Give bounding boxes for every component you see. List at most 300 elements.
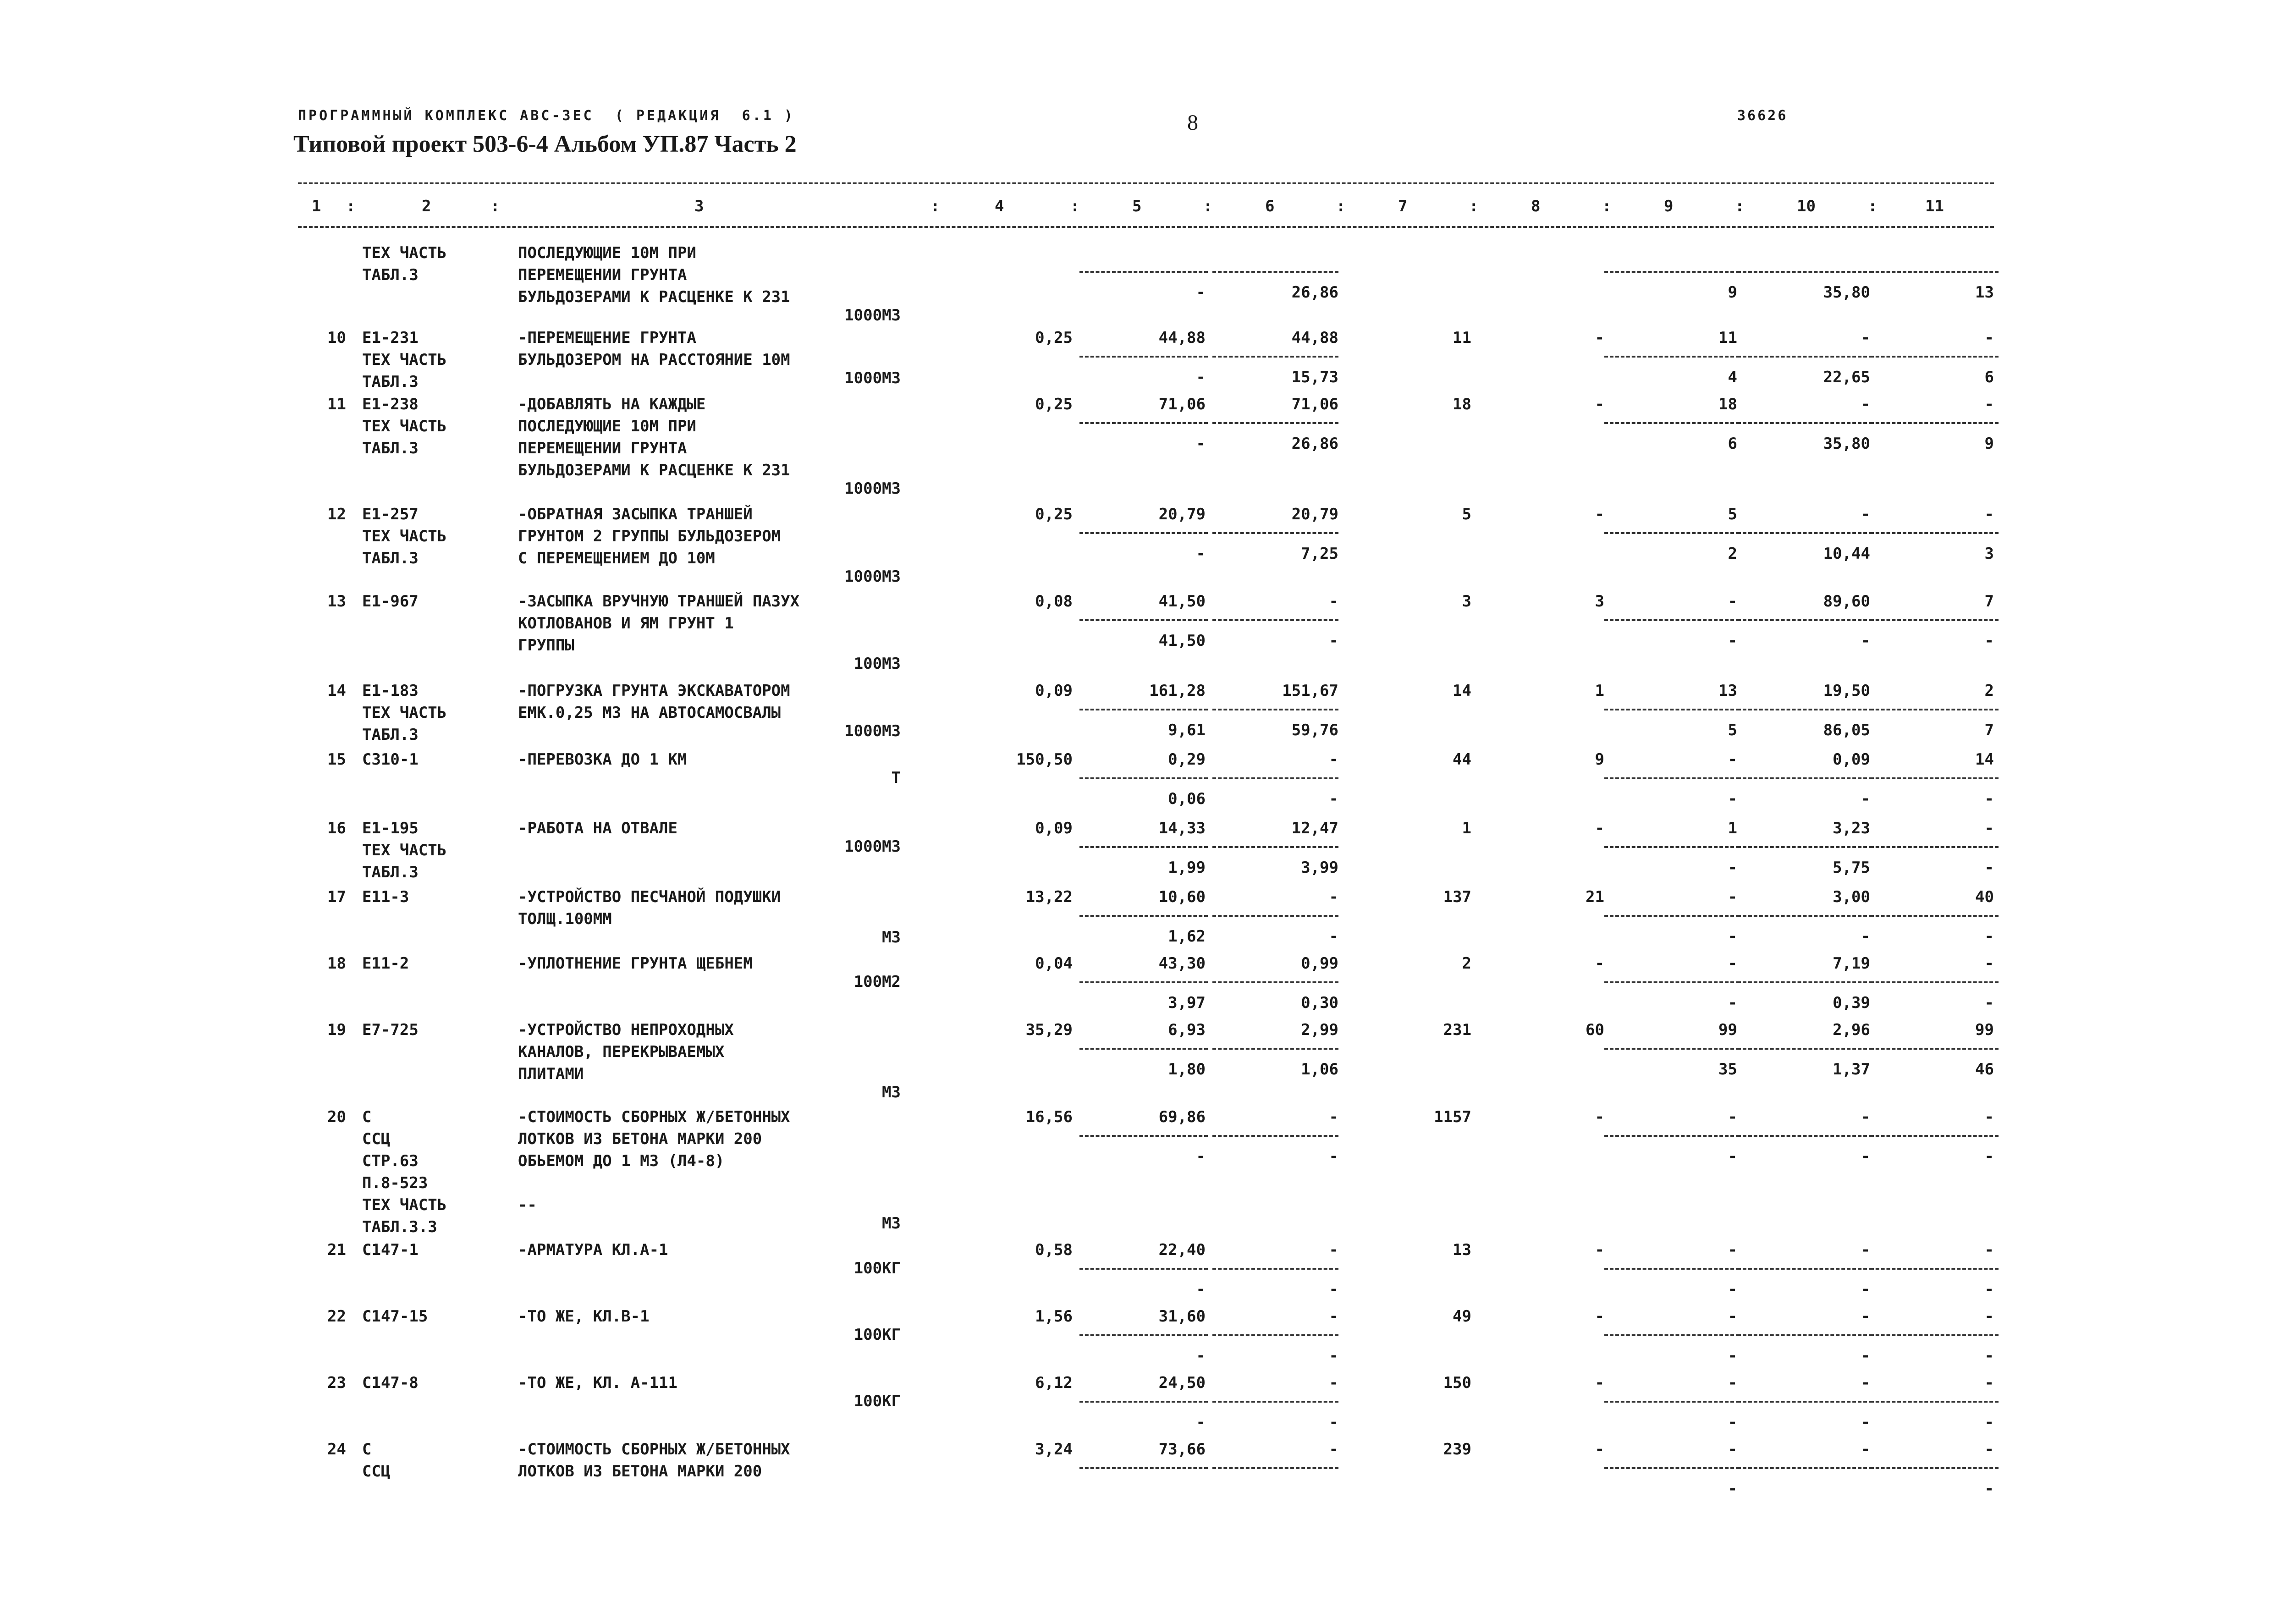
- cost-value: 31,60: [1158, 1307, 1206, 1326]
- resource-code: ТЕХ ЧАСТЬ: [362, 704, 447, 722]
- row-number: 24: [327, 1440, 346, 1459]
- cost-value: -: [1595, 819, 1604, 837]
- unit-of-measure: М3: [882, 1214, 901, 1233]
- work-description: ЕМК.0,25 М3 НА АВТОСАМОСВАЛЫ: [518, 704, 781, 722]
- cost-value: -: [1861, 632, 1870, 650]
- cell-divider: [1737, 619, 1872, 621]
- cost-value: 20,79: [1158, 505, 1206, 523]
- quantity-value: 0,08: [1035, 592, 1073, 611]
- cost-value: -: [1329, 1347, 1338, 1365]
- cost-value: 3: [1462, 592, 1471, 611]
- cost-value: 2,96: [1833, 1021, 1870, 1039]
- work-description: ОБЬЕМОМ ДО 1 М3 (Л4-8): [518, 1152, 725, 1170]
- cell-divider: [1079, 981, 1208, 983]
- resource-code: С310-1: [362, 750, 418, 769]
- cost-value: 7: [1984, 721, 1994, 739]
- cell-divider: [1737, 846, 1872, 848]
- cost-value: -: [1329, 1307, 1338, 1326]
- work-description: -ЗАСЫПКА ВРУЧНУЮ ТРАНШЕЙ ПАЗУХ: [518, 592, 800, 611]
- unit-of-measure: М3: [882, 928, 901, 947]
- cost-value: 2,99: [1301, 1021, 1338, 1039]
- cell-divider: [1870, 1135, 1999, 1137]
- unit-of-measure: Т: [891, 769, 901, 787]
- cost-value: 15,73: [1291, 368, 1338, 386]
- cost-value: -: [1984, 1280, 1994, 1299]
- cell-divider: [1870, 356, 1999, 358]
- cell-divider: [1604, 915, 1740, 917]
- work-description: -ПОГРУЗКА ГРУНТА ЭКСКАВАТОРОМ: [518, 682, 790, 700]
- column-header: 10: [1797, 197, 1816, 215]
- cost-value: -: [1984, 1147, 1994, 1166]
- work-description: БУЛЬДОЗЕРОМ НА РАССТОЯНИЕ 10М: [518, 351, 790, 369]
- cost-value: -: [1728, 1307, 1737, 1326]
- cost-value: -: [1329, 1413, 1338, 1431]
- cost-value: -: [1728, 592, 1737, 611]
- cost-value: -: [1196, 283, 1206, 302]
- column-header: 7: [1398, 197, 1408, 215]
- cost-value: -: [1861, 1108, 1870, 1126]
- unit-of-measure: 1000М3: [844, 837, 901, 856]
- cell-divider: [1737, 981, 1872, 983]
- cost-value: -: [1984, 1374, 1994, 1392]
- cost-value: -: [1984, 395, 1994, 413]
- resource-code: ТЕХ ЧАСТЬ: [362, 1196, 447, 1214]
- cost-value: -: [1861, 1440, 1870, 1459]
- row-number: 23: [327, 1374, 346, 1392]
- cell-divider: [1870, 619, 1999, 621]
- cost-value: -: [1196, 1147, 1206, 1166]
- cell-divider: [1737, 1135, 1872, 1137]
- cost-value: -: [1329, 1241, 1338, 1259]
- project-title: Типовой проект 503-6-4 Альбом УП.87 Часть 2: [293, 131, 797, 157]
- resource-code: С147-1: [362, 1241, 418, 1259]
- resource-code: ТЕХ ЧАСТЬ: [362, 841, 447, 859]
- cost-value: 3,23: [1833, 819, 1870, 837]
- cost-value: -: [1728, 632, 1737, 650]
- cell-divider: [1737, 1467, 1872, 1469]
- cost-value: 18: [1453, 395, 1471, 413]
- cost-value: -: [1728, 1147, 1737, 1166]
- cost-value: -: [1595, 1241, 1604, 1259]
- cost-value: 13: [1718, 682, 1737, 700]
- cost-value: 0,06: [1168, 790, 1206, 808]
- cost-value: 71,06: [1158, 395, 1206, 413]
- cost-value: -: [1861, 790, 1870, 808]
- cost-value: 35,80: [1823, 435, 1870, 453]
- cell-divider: [1870, 271, 1999, 273]
- cost-value: -: [1861, 1147, 1870, 1166]
- quantity-value: 13,22: [1025, 888, 1073, 906]
- cell-divider: [1604, 846, 1740, 848]
- cost-value: -: [1984, 505, 1994, 523]
- work-description: ПЛИТАМИ: [518, 1065, 584, 1083]
- cost-value: 41,50: [1158, 592, 1206, 611]
- cost-value: -: [1196, 1413, 1206, 1431]
- unit-of-measure: 100КГ: [853, 1326, 901, 1344]
- work-description: -УСТРОЙСТВО НЕПРОХОДНЫХ: [518, 1021, 734, 1039]
- cell-divider: [1870, 1334, 1999, 1336]
- cost-value: -: [1984, 1347, 1994, 1365]
- cost-value: -: [1728, 1108, 1737, 1126]
- cost-value: -: [1984, 1241, 1994, 1259]
- resource-code: ТЕХ ЧАСТЬ: [362, 244, 447, 262]
- cost-value: -: [1984, 1413, 1994, 1431]
- cost-value: -: [1728, 888, 1737, 906]
- cost-value: 44: [1453, 750, 1471, 769]
- cost-value: -: [1728, 1413, 1737, 1431]
- cost-value: 3: [1984, 545, 1994, 563]
- cost-value: -: [1861, 505, 1870, 523]
- cost-value: -: [1595, 1440, 1604, 1459]
- row-number: 17: [327, 888, 346, 906]
- cost-value: -: [1329, 1440, 1338, 1459]
- cell-divider: [1079, 1048, 1208, 1050]
- cost-value: -: [1984, 994, 1994, 1012]
- cost-value: 22,40: [1158, 1241, 1206, 1259]
- cell-divider: [1079, 532, 1208, 534]
- cost-value: -: [1595, 505, 1604, 523]
- cost-value: -: [1984, 329, 1994, 347]
- cell-divider: [1870, 1048, 1999, 1050]
- cost-value: -: [1984, 632, 1994, 650]
- cost-value: 59,76: [1291, 721, 1338, 739]
- resource-code: С: [362, 1108, 372, 1126]
- row-number: 15: [327, 750, 346, 769]
- cell-divider: [1604, 271, 1740, 273]
- row-number: 21: [327, 1241, 346, 1259]
- work-description: -ДОБАВЛЯТЬ НА КАЖДЫЕ: [518, 395, 706, 413]
- resource-code: Е1-195: [362, 819, 418, 837]
- cost-value: -: [1984, 1108, 1994, 1126]
- table-top-rule: [298, 182, 1994, 184]
- cost-value: -: [1728, 1241, 1737, 1259]
- cell-divider: [1079, 846, 1208, 848]
- cell-divider: [1212, 846, 1338, 848]
- cost-value: 35,80: [1823, 283, 1870, 302]
- cell-divider: [1737, 422, 1872, 424]
- work-description: -ТО ЖЕ, КЛ.В-1: [518, 1307, 650, 1326]
- cost-value: 10,60: [1158, 888, 1206, 906]
- resource-code: ТАБЛ.3: [362, 726, 418, 744]
- cost-value: -: [1329, 888, 1338, 906]
- cost-value: 1,06: [1301, 1060, 1338, 1079]
- table-header-rule: [298, 226, 1994, 228]
- cost-value: 7: [1984, 592, 1994, 611]
- cost-value: 60: [1586, 1021, 1604, 1039]
- cost-value: 5: [1728, 721, 1737, 739]
- column-header: 5: [1132, 197, 1142, 215]
- work-description: БУЛЬДОЗЕРАМИ К РАСЦЕНКЕ К 231: [518, 461, 790, 479]
- cost-value: 99: [1975, 1021, 1994, 1039]
- cost-value: 150: [1443, 1374, 1471, 1392]
- resource-code: С147-15: [362, 1307, 428, 1326]
- quantity-value: 3,24: [1035, 1440, 1073, 1459]
- cell-divider: [1604, 1048, 1740, 1050]
- cell-divider: [1870, 1401, 1999, 1403]
- work-description: ЛОТКОВ ИЗ БЕТОНА МАРКИ 200: [518, 1462, 762, 1481]
- cell-divider: [1604, 532, 1740, 534]
- cell-divider: [1737, 1268, 1872, 1270]
- cell-divider: [1212, 709, 1338, 710]
- cell-divider: [1870, 915, 1999, 917]
- resource-code: ТАБЛ.3: [362, 863, 418, 881]
- cost-value: 0,99: [1301, 954, 1338, 973]
- resource-code: ТЕХ ЧАСТЬ: [362, 527, 447, 545]
- column-header: 3: [694, 197, 704, 215]
- cost-value: -: [1984, 927, 1994, 946]
- row-number: 11: [327, 395, 346, 413]
- cost-value: 1,62: [1168, 927, 1206, 946]
- cost-value: 0,30: [1301, 994, 1338, 1012]
- cell-divider: [1604, 619, 1740, 621]
- cost-value: 69,86: [1158, 1108, 1206, 1126]
- cost-value: 231: [1443, 1021, 1471, 1039]
- cost-value: 9,61: [1168, 721, 1206, 739]
- work-description: БУЛЬДОЗЕРАМИ К РАСЦЕНКЕ К 231: [518, 288, 790, 306]
- cost-value: 18: [1718, 395, 1737, 413]
- cell-divider: [1604, 777, 1740, 779]
- cell-divider: [1737, 915, 1872, 917]
- row-number: 16: [327, 819, 346, 837]
- cell-divider: [1604, 1268, 1740, 1270]
- quantity-value: 0,25: [1035, 505, 1073, 523]
- cell-divider: [1212, 356, 1338, 358]
- work-description: -АРМАТУРА КЛ.А-1: [518, 1241, 668, 1259]
- cost-value: -: [1861, 395, 1870, 413]
- cost-value: -: [1329, 790, 1338, 808]
- cost-value: -: [1196, 435, 1206, 453]
- resource-code: ТАБЛ.3: [362, 549, 418, 567]
- resource-code: ТАБЛ.3: [362, 439, 418, 457]
- quantity-value: 0,25: [1035, 395, 1073, 413]
- cost-value: -: [1728, 994, 1737, 1012]
- cell-divider: [1870, 981, 1999, 983]
- cell-divider: [1604, 1401, 1740, 1403]
- resource-code: П.8-523: [362, 1174, 428, 1192]
- cost-value: 5,75: [1833, 859, 1870, 877]
- quantity-value: 1,56: [1035, 1307, 1073, 1326]
- cost-value: -: [1861, 1347, 1870, 1365]
- cell-divider: [1604, 1135, 1740, 1137]
- work-description: С ПЕРЕМЕЩЕНИЕМ ДО 10М: [518, 549, 715, 567]
- cost-value: -: [1728, 1374, 1737, 1392]
- cost-value: -: [1984, 954, 1994, 973]
- cost-value: 1157: [1434, 1108, 1471, 1126]
- unit-of-measure: 1000М3: [844, 479, 901, 498]
- cost-value: -: [1728, 750, 1737, 769]
- work-description: ГРУППЫ: [518, 636, 574, 655]
- cost-value: -: [1984, 1480, 1994, 1498]
- work-description: ГРУНТОМ 2 ГРУППЫ БУЛЬДОЗЕРОМ: [518, 527, 781, 545]
- cost-value: -: [1595, 1307, 1604, 1326]
- cell-divider: [1212, 1467, 1338, 1469]
- cost-value: -: [1196, 368, 1206, 386]
- cost-value: 86,05: [1823, 721, 1870, 739]
- column-header: 1: [312, 197, 321, 215]
- cost-value: -: [1196, 1280, 1206, 1299]
- cost-value: 2: [1728, 545, 1737, 563]
- cost-value: 1,37: [1833, 1060, 1870, 1079]
- resource-code: СТР.63: [362, 1152, 418, 1170]
- cost-value: 44,88: [1291, 329, 1338, 347]
- cell-divider: [1604, 1334, 1740, 1336]
- cost-value: 1,80: [1168, 1060, 1206, 1079]
- cost-value: -: [1595, 395, 1604, 413]
- program-name: ПРОГРАММНЫЙ КОМПЛЕКС АВС-3ЕС ( РЕДАКЦИЯ 6.1 ): [298, 108, 795, 124]
- resource-code: Е11-3: [362, 888, 409, 906]
- cost-value: -: [1329, 592, 1338, 611]
- cost-value: 26,86: [1291, 435, 1338, 453]
- cost-value: 40: [1975, 888, 1994, 906]
- cost-value: -: [1861, 329, 1870, 347]
- cost-value: -: [1595, 954, 1604, 973]
- cost-value: 6: [1728, 435, 1737, 453]
- cost-value: -: [1196, 1347, 1206, 1365]
- cost-value: 11: [1453, 329, 1471, 347]
- work-description: ТОЛЩ.100ММ: [518, 910, 612, 928]
- cost-value: -: [1329, 632, 1338, 650]
- cell-divider: [1212, 1048, 1338, 1050]
- cell-divider: [1737, 1048, 1872, 1050]
- quantity-value: 150,50: [1016, 750, 1073, 769]
- cell-divider: [1737, 532, 1872, 534]
- work-description: -СТОИМОСТЬ СБОРНЫХ Ж/БЕТОННЫХ: [518, 1440, 790, 1459]
- cost-value: 35: [1718, 1060, 1737, 1079]
- quantity-value: 35,29: [1025, 1021, 1073, 1039]
- work-description: -УПЛОТНЕНИЕ ГРУНТА ЩЕБНЕМ: [518, 954, 753, 973]
- work-description: -РАБОТА НА ОТВАЛЕ: [518, 819, 677, 837]
- row-number: 22: [327, 1307, 346, 1326]
- cell-divider: [1079, 619, 1208, 621]
- resource-code: Е1-967: [362, 592, 418, 611]
- cost-value: 26,86: [1291, 283, 1338, 302]
- cost-value: 5: [1728, 505, 1737, 523]
- resource-code: Е1-257: [362, 505, 418, 523]
- cost-value: -: [1984, 1440, 1994, 1459]
- quantity-value: 16,56: [1025, 1108, 1073, 1126]
- resource-code: Е1-231: [362, 329, 418, 347]
- cell-divider: [1212, 1268, 1338, 1270]
- cell-divider: [1212, 1401, 1338, 1403]
- quantity-value: 0,25: [1035, 329, 1073, 347]
- resource-code: Е7-725: [362, 1021, 418, 1039]
- cost-value: -: [1984, 790, 1994, 808]
- cost-value: -: [1728, 954, 1737, 973]
- cost-value: -: [1595, 1108, 1604, 1126]
- row-number: 12: [327, 505, 346, 523]
- cost-value: 2: [1462, 954, 1471, 973]
- work-description: ПЕРЕМЕЩЕНИИ ГРУНТА: [518, 439, 687, 457]
- resource-code: ССЦ: [362, 1130, 391, 1148]
- cost-value: 11: [1718, 329, 1737, 347]
- cost-value: -: [1728, 1480, 1737, 1498]
- cost-value: 151,67: [1282, 682, 1338, 700]
- work-description: ЛОТКОВ ИЗ БЕТОНА МАРКИ 200: [518, 1130, 762, 1148]
- cell-divider: [1079, 709, 1208, 710]
- work-description: КАНАЛОВ, ПЕРЕКРЫВАЕМЫХ: [518, 1043, 725, 1061]
- cell-divider: [1079, 915, 1208, 917]
- work-description: -ПЕРЕМЕЩЕНИЕ ГРУНТА: [518, 329, 696, 347]
- page-number: 8: [1187, 110, 1198, 135]
- cell-divider: [1079, 1268, 1208, 1270]
- cell-divider: [1870, 846, 1999, 848]
- cost-value: -: [1728, 927, 1737, 946]
- unit-of-measure: 1000М3: [844, 369, 901, 387]
- cell-divider: [1870, 1467, 1999, 1469]
- resource-code: ТАБЛ.3: [362, 266, 418, 284]
- work-description: --: [518, 1196, 537, 1214]
- work-description: КОТЛОВАНОВ И ЯМ ГРУНТ 1: [518, 614, 734, 633]
- row-number: 20: [327, 1108, 346, 1126]
- cell-divider: [1737, 709, 1872, 710]
- cost-value: 7,25: [1301, 545, 1338, 563]
- resource-code: Е11-2: [362, 954, 409, 973]
- cost-value: -: [1728, 1347, 1737, 1365]
- resource-code: Е1-238: [362, 395, 418, 413]
- cell-divider: [1604, 981, 1740, 983]
- work-description: ПЕРЕМЕЩЕНИИ ГРУНТА: [518, 266, 687, 284]
- cell-divider: [1870, 709, 1999, 710]
- cell-divider: [1870, 1268, 1999, 1270]
- cost-value: 3,99: [1301, 859, 1338, 877]
- cell-divider: [1604, 422, 1740, 424]
- cost-value: 161,28: [1149, 682, 1206, 700]
- cell-divider: [1737, 271, 1872, 273]
- cell-divider: [1212, 271, 1338, 273]
- cell-divider: [1604, 356, 1740, 358]
- cell-divider: [1212, 1135, 1338, 1137]
- work-description: -ОБРАТНАЯ ЗАСЫПКА ТРАНШЕЙ: [518, 505, 753, 523]
- cost-value: 4: [1728, 368, 1737, 386]
- cell-divider: [1079, 1467, 1208, 1469]
- cost-value: 6: [1984, 368, 1994, 386]
- work-description: -УСТРОЙСТВО ПЕСЧАНОЙ ПОДУШКИ: [518, 888, 781, 906]
- cost-value: 14,33: [1158, 819, 1206, 837]
- cell-divider: [1079, 356, 1208, 358]
- cost-value: 12,47: [1291, 819, 1338, 837]
- cell-divider: [1079, 1401, 1208, 1403]
- cell-divider: [1079, 777, 1208, 779]
- cost-value: -: [1595, 1374, 1604, 1392]
- cost-value: -: [1861, 1280, 1870, 1299]
- cell-divider: [1870, 777, 1999, 779]
- cost-value: 2: [1984, 682, 1994, 700]
- column-header: 11: [1925, 197, 1944, 215]
- cost-value: 9: [1595, 750, 1604, 769]
- cell-divider: [1079, 271, 1208, 273]
- unit-of-measure: 100М3: [853, 655, 901, 673]
- cell-divider: [1212, 915, 1338, 917]
- cell-divider: [1212, 422, 1338, 424]
- cell-divider: [1079, 1135, 1208, 1137]
- cost-value: 9: [1984, 435, 1994, 453]
- cost-value: -: [1861, 1374, 1870, 1392]
- cell-divider: [1604, 1467, 1740, 1469]
- document-code: 36626: [1737, 108, 1788, 124]
- cost-value: 3: [1595, 592, 1604, 611]
- cell-divider: [1079, 422, 1208, 424]
- cost-value: 71,06: [1291, 395, 1338, 413]
- cell-divider: [1870, 422, 1999, 424]
- cost-value: -: [1861, 1413, 1870, 1431]
- cost-value: 89,60: [1823, 592, 1870, 611]
- cost-value: -: [1984, 859, 1994, 877]
- cost-value: 13: [1975, 283, 1994, 302]
- cost-value: -: [1861, 1241, 1870, 1259]
- cost-value: 19,50: [1823, 682, 1870, 700]
- column-header: 4: [995, 197, 1004, 215]
- cell-divider: [1212, 777, 1338, 779]
